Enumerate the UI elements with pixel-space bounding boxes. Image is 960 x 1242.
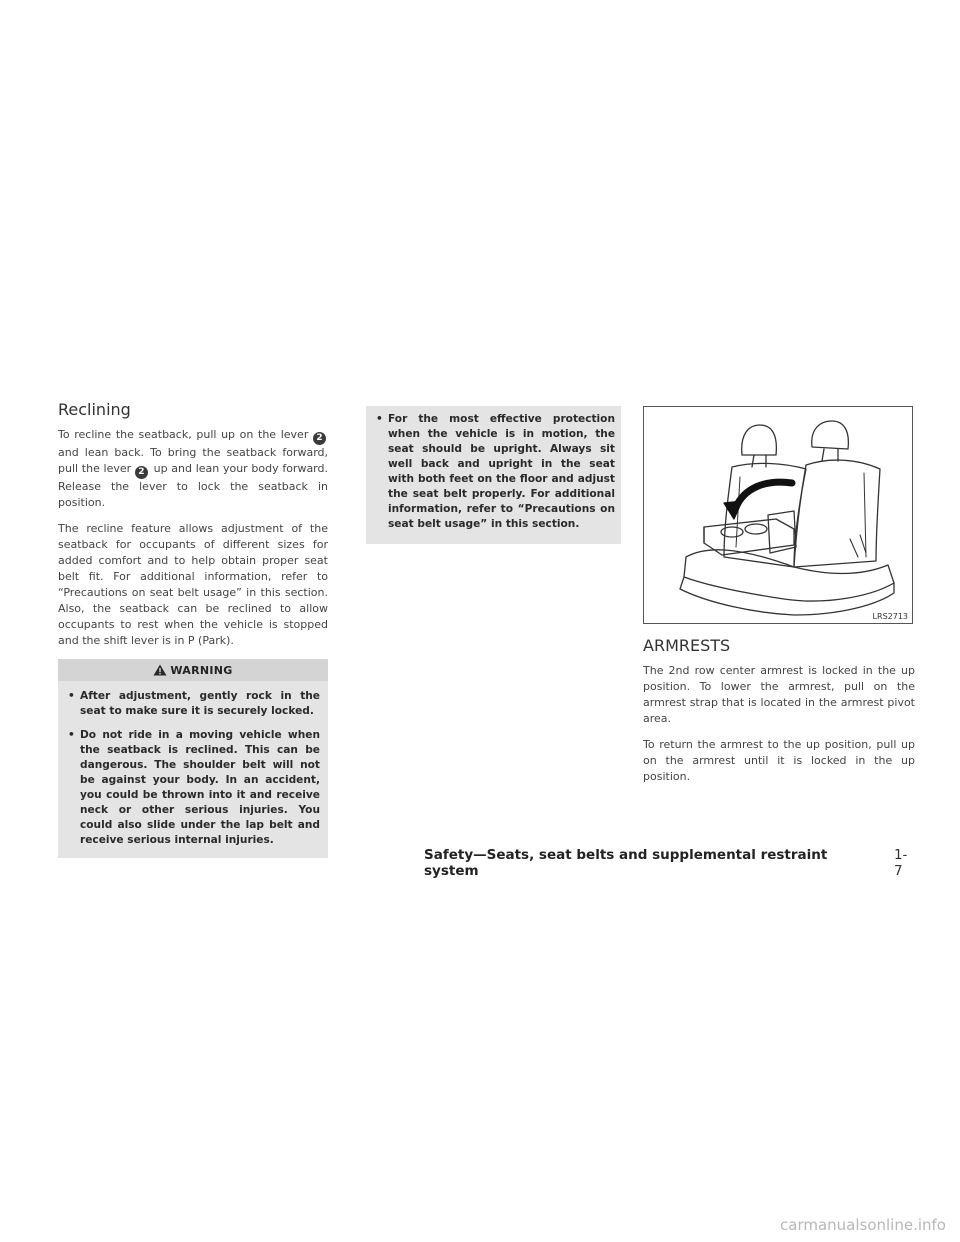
reclining-paragraph-1: To recline the seatback, pull up on the lever 2 and lean back. To bring the seatback forward, pull the lever 2 up and lean your body forward. Release the lever to lock the seatback in position. [58,428,328,509]
armrests-paragraph-2: To return the armrest to the up position, pull up on the armrest until it is locked in the up position. [643,738,915,783]
page-footer [424,847,916,879]
armrest-figure [643,406,913,624]
warning-triangle-icon [153,664,167,676]
warning-box [58,659,328,858]
reclining-heading: Reclining [58,400,131,419]
callout-2-icon: 2 [313,432,326,445]
armrests-heading: ARMRESTS [643,636,731,655]
footer-section-title: Safety—Seats, seat belts and supplemental restraint system [424,847,828,879]
bullet: • [68,729,75,741]
figure-code: LRS2713 [872,612,908,621]
warning-box-continued [366,406,621,544]
reclining-column [58,400,328,858]
armrests-paragraph-1: The 2nd row center armrest is locked in the up position. To lower the armrest, pull on the armrest strap that is located in the armrest pivot area. [643,664,915,725]
warning-item: • After adjustment, gently rock in the seat to make sure it is securely locked. [68,690,320,717]
warning-item: • Do not ride in a moving vehicle when the seatback is reclined. This can be dangerous. The shoulder belt will not be against your body. In an accident, you could be thrown into it and receive neck or other serious injuries. You could also slide under the lap belt and receive serious internal injuries. [68,729,320,846]
callout-2-icon: 2 [135,466,148,479]
bullet: • [68,690,75,702]
warning-header: WARNING [58,659,328,681]
watermark: carmanualsonline.info [780,1216,946,1234]
rear-seat-armrest-illustration [644,407,912,623]
warning-item: • For the most effective protection when the vehicle is in motion, the seat should be upright. Always sit well back and upright in the seat with both feet on the floor and adjust the seat belt properly. For additional information, refer to “Precautions on seat belt usage” in this section. [376,413,615,530]
page-number: 1-7 [893,847,908,879]
armrests-column [643,406,915,795]
warning-continued-column [366,406,621,544]
reclining-paragraph-2: The recline feature allows adjustment of the seatback for occupants of different sizes for added comfort and to help obtain proper seat belt fit. For additional information, refer to “Precautions on seat belt usage” in this section. Also, the seatback can be reclined to allow occupants to rest when the vehicle is stopped and the shift lever is in P (Park). [58,522,328,647]
bullet: • [376,413,383,425]
